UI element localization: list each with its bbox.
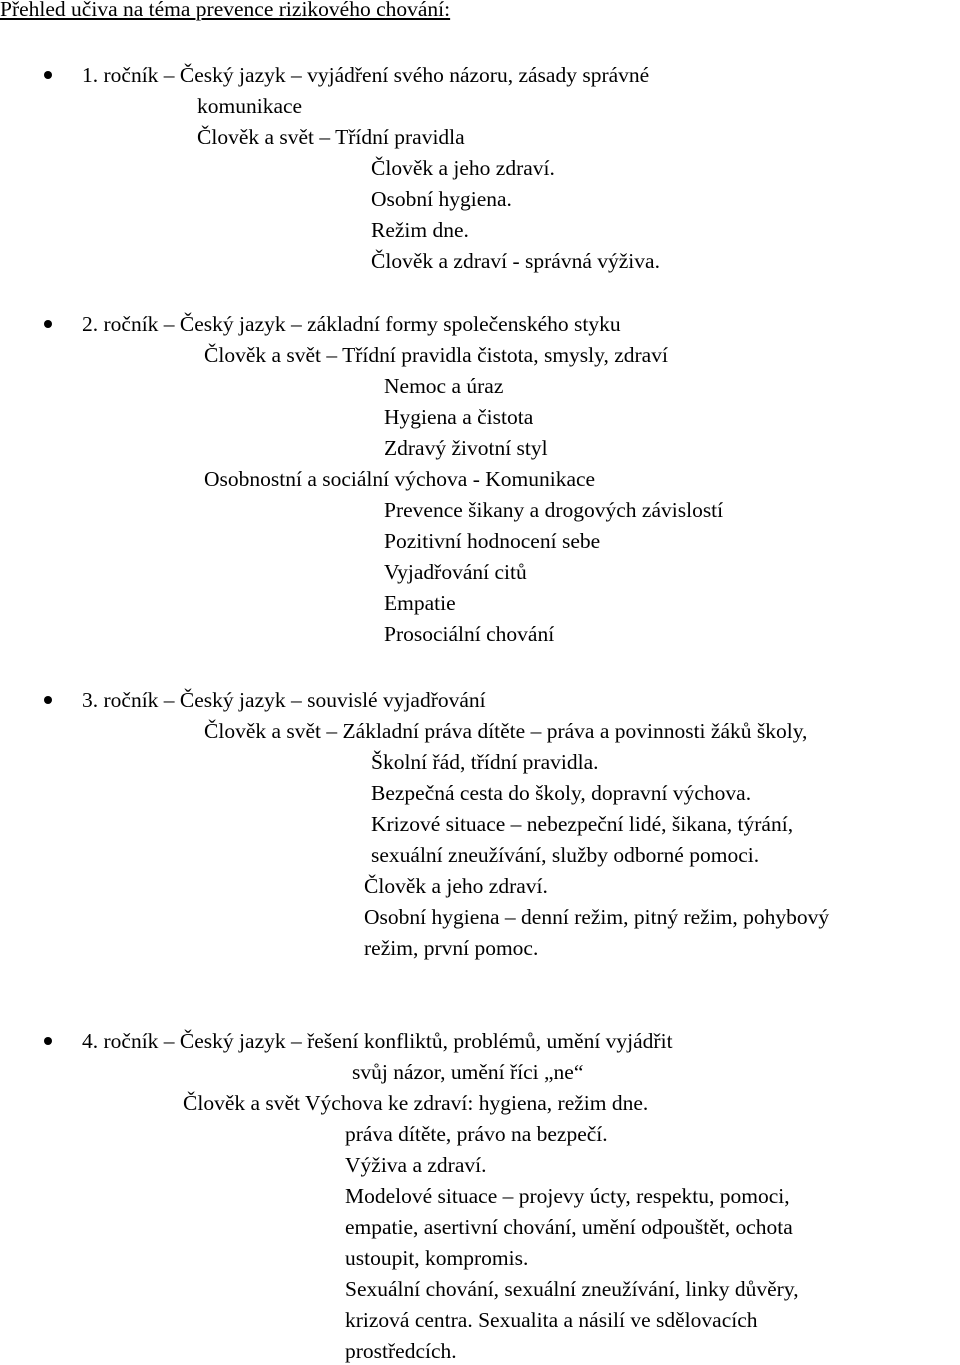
section-3-line: Člověk a jeho zdraví. [364,874,548,898]
section-4-line: Výživa a zdraví. [345,1153,487,1177]
section-1-line: Člověk a jeho zdraví. [371,156,555,180]
section-2-line: Zdravý životní styl [384,436,548,460]
section-4-line: krizová centra. Sexualita a násilí ve sdělovacích [345,1308,758,1332]
section-2-line: Hygiena a čistota [384,405,534,429]
section-2-line: Prosociální chování [384,622,555,646]
section-4-line: Člověk a svět Výchova ke zdraví: hygiena, režim dne. [183,1091,649,1115]
section-3-line: sexuální zneužívání, služby odborné pomoci. [371,843,760,867]
bullet-1 [44,71,52,79]
section-4-line: svůj názor, umění říci „ne“ [352,1060,584,1084]
section-4-heading: 4. ročník – Český jazyk – řešení konfliktů, problémů, umění vyjádřit [82,1029,673,1053]
section-1-line: Režim dne. [371,218,469,242]
section-4-line: Sexuální chování, sexuální zneužívání, linky důvěry, [345,1277,799,1301]
section-2-line: Člověk a svět – Třídní pravidla čistota, smysly, zdraví [204,343,668,367]
section-4-line: empatie, asertivní chování, umění odpouštět, ochota [345,1215,793,1239]
section-4-line: práva dítěte, právo na bezpečí. [345,1122,608,1146]
section-2-line: Nemoc a úraz [384,374,504,398]
bullet-4 [44,1037,52,1045]
section-1-heading: 1. ročník – Český jazyk – vyjádření svého názoru, zásady správné [82,63,650,87]
section-2-line: Prevence šikany a drogových závislostí [384,498,724,522]
section-2-line: Pozitivní hodnocení sebe [384,529,601,553]
section-1-line: Osobní hygiena. [371,187,512,211]
bullet-2 [44,320,52,328]
section-3-line: Bezpečná cesta do školy, dopravní výchova. [371,781,752,805]
page-title: Přehled učiva na téma prevence rizikového chování: [0,0,451,21]
section-2-line: Vyjadřování citů [384,560,527,584]
section-3-line: Školní řád, třídní pravidla. [371,750,599,774]
section-3-line: Osobní hygiena – denní režim, pitný režim, pohybový [364,905,830,929]
section-2-line: Osobnostní a sociální výchova - Komunikace [204,467,596,491]
section-4-line: ustoupit, kompromis. [345,1246,529,1270]
section-2-heading: 2. ročník – Český jazyk – základní formy společenského styku [82,312,621,336]
section-3-line: Člověk a svět – Základní práva dítěte – práva a povinnosti žáků školy, [204,719,808,743]
section-4-line: prostředcích. [345,1339,457,1363]
section-3-heading: 3. ročník – Český jazyk – souvislé vyjadřování [82,688,486,712]
section-1-line: komunikace [197,94,303,118]
section-1-line: Člověk a zdraví - správná výživa. [371,249,660,273]
section-3-line: Krizové situace – nebezpeční lidé, šikana, týrání, [371,812,794,836]
bullet-3 [44,696,52,704]
section-2-line: Empatie [384,591,456,615]
section-1-line: Člověk a svět – Třídní pravidla [197,125,465,149]
section-3-line: režim, první pomoc. [364,936,539,960]
section-4-line: Modelové situace – projevy úcty, respektu, pomoci, [345,1184,790,1208]
